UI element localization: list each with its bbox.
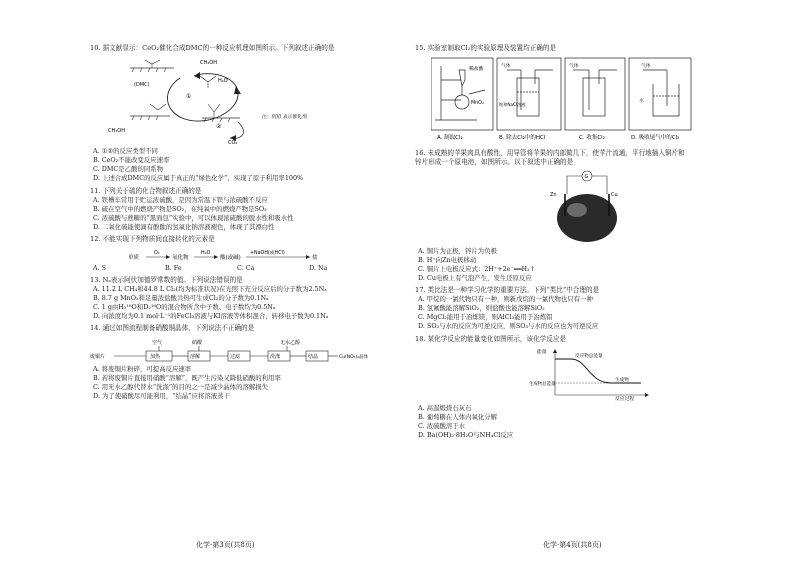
q10-label-h2o: H₂O xyxy=(218,78,228,84)
q10-label-co2: CO₂ xyxy=(228,140,238,144)
q16-stem-2: 锌片形成一个原电池，如图所示。以下叙述中正确的是 xyxy=(415,157,574,166)
q14-option-a: A. 将废铜片粉碎，可提高反应速率 xyxy=(93,365,192,373)
q13-option-a: A. 11.2 L CH₄和44.8 L Cl₂(均为标准状况)在光照下充分反应后的分子数为2.5Nₐ xyxy=(93,284,327,293)
q15-label-gas-d: 气体 xyxy=(641,64,651,69)
q10-label-step2: ② xyxy=(216,123,222,130)
q10-label-dmc: (DMC) xyxy=(134,82,150,88)
q13-option-c: C. 1 g由H₂¹⁸O和D₂¹⁶O的混合物所含中子数、电子数均为0.5Nₐ xyxy=(93,302,276,311)
q10-label-step1: ① xyxy=(186,93,192,100)
q15-label-mno2: MnO₂ xyxy=(471,101,484,106)
q12-conversion-chain xyxy=(90,247,379,261)
q18-option-c: C. 浓硫酸溶于水 xyxy=(418,421,466,430)
q17-option-c: C. MgCl₂能用于冶炼镁，则AlCl₃能用于冶炼铝 xyxy=(418,313,553,321)
q14-top-acid: 硝酸 xyxy=(192,340,203,346)
q10-label-ch3oh-a: CH₃OH xyxy=(200,60,217,66)
q12-reagent-h2o: H₂O xyxy=(201,251,211,256)
q18-option-d: D. Ba(OH)₂·8H₂O与NH₄Cl反应 xyxy=(418,430,514,439)
q16-apple-cell-figure xyxy=(415,170,778,244)
q18-product-label-2: 生成物 xyxy=(615,377,629,383)
q16-option-d: D. Cu电极上有气泡产生，发生还原反应 xyxy=(418,273,532,282)
q12-option-c: C. Ca xyxy=(237,264,255,272)
q18-stem: 18. 某化学反应的能量变化如图所示，该化学反应是 xyxy=(415,334,567,343)
q12-stem: 12. 不能实现下列物质间直接转化的元素是 xyxy=(90,235,215,243)
q10-label-ch3oh-b: CH₃OH xyxy=(108,128,125,134)
q16-option-a: A. 铜片为正极，锌片为负极 xyxy=(418,246,497,255)
q16-label-zn: Zn xyxy=(550,191,557,198)
q15-caption-a: A. 制取Cl₂ xyxy=(437,135,463,141)
q18-option-b: B. 葡萄糖在人体内氧化分解 xyxy=(418,412,498,421)
q18-product-label: 生成物总能量 xyxy=(529,381,556,387)
q12-option-d: D. Na xyxy=(309,264,328,272)
q18-xaxis-label: 反应过程 xyxy=(615,396,635,401)
q14-step-heat: 加热 xyxy=(150,354,161,360)
q16-label-cu: Cu xyxy=(611,191,618,198)
q14-top-air: 空气 xyxy=(152,340,163,346)
q16-label-galvanometer: G xyxy=(584,173,589,180)
q10-stem: 10. 据文献显示：CeO₂催化合成DMC的一种反应机理如图所示。下列叙述正确的是 xyxy=(90,44,335,52)
q15-apparatus-figure xyxy=(431,56,778,142)
q10-option-d: D. 上述合成DMC的反应属于真正的“绿色化学”，实现了原子利用率100% xyxy=(93,174,304,182)
q15-label-gas-b: 气体 xyxy=(501,64,511,69)
q15-caption-c: C. 收集Cl₂ xyxy=(579,135,605,141)
q11-option-a: A. 铁槽车常用于贮运浓硫酸，是因为常温下铁与浓硫酸不反应 xyxy=(93,195,268,204)
q10-option-b: B. CeO₂不能改变反应速率 xyxy=(93,156,170,164)
q12-node-oxide: 氧化物 xyxy=(172,255,189,261)
page-4 xyxy=(397,0,794,562)
q11-stem: 11. 下列关于硫的化合物叙述正确的是 xyxy=(90,186,202,195)
q14-top-ethanol: 无水乙醇 xyxy=(280,340,301,346)
q17-option-a: A. 甲烷的一氯代物只有一种，则新戊烷的一氯代物也只有一种 xyxy=(418,295,593,303)
q14-stem: 14. 通过如图流程制备硝酸铜晶体，下列说法不正确的是 xyxy=(90,324,255,332)
q12-node-acid: 酸(或碱) xyxy=(220,255,241,261)
q15-label-water: 水 xyxy=(639,99,644,104)
q10-mechanism-figure xyxy=(90,56,379,144)
q12-option-a: A. S xyxy=(93,264,107,272)
q14-option-d: D. 为了使硝酸尽可能利用，“结晶”应将溶液蒸干 xyxy=(93,392,230,400)
q18-yaxis-label: 能量 xyxy=(537,349,547,355)
q12-node-element: 单质 xyxy=(128,255,140,261)
q12-reagent-o2: O₂ xyxy=(154,251,160,256)
q10-option-c: C. DMC是乙酸的同系物 xyxy=(93,165,164,173)
q13-stem: 13. Nₐ表示阿伏加德罗常数的值。下列说法错误的是 xyxy=(90,275,243,284)
q11-option-c: C. 浓硫酸与蔗糖的“黑面包”实验中，可以体现浓硫酸的脱水性和吸水性 xyxy=(93,213,294,222)
q17-option-b: B. 氢氟酸能溶解SiO₂，则盐酸也能溶解SiO₂ xyxy=(418,304,545,312)
q14-option-c: C. 用无水乙醇代替水“洗涤”的目的之一是减少晶体的溶解损失 xyxy=(93,383,269,391)
q14-output: Cu(NO₃)₂晶体 xyxy=(339,355,369,360)
q12-options xyxy=(93,264,379,272)
q10-legend: 注：////// 表示催化剂 xyxy=(262,115,307,120)
q15-caption-b: B. 除去Cl₂中的HCl xyxy=(499,135,546,141)
q13-option-b: B. 8.7 g MnO₂和足量浓盐酸共热可生成Cl₂的分子数为0.1Nₐ xyxy=(93,293,269,302)
q18-option-a: A. 高温煅烧石灰石 xyxy=(418,403,472,412)
q17-option-d: D. SO₂与水的反应为可逆反应，则SO₃与水的反应也为可逆反应 xyxy=(418,322,599,330)
q14-step-wash: 洗涤 xyxy=(270,354,281,360)
q12-reagent-base: +NaOH(或HCl) xyxy=(250,251,285,256)
q16-option-b: B. H⁺向Zn电极移动 xyxy=(418,255,477,264)
q15-caption-d: D. 吸收尾气中的Cl₂ xyxy=(631,135,680,141)
q15-label-nacl: 饱和NaCl溶液 xyxy=(499,102,526,107)
page-3-footer: 化学·第3页(共8页) xyxy=(196,541,255,549)
q18-reactant-label: 反应物总能量 xyxy=(575,353,603,359)
q14-option-b: B. 若将废铜片直接用硝酸“溶解”，既产生污染又降低硝酸的利用率 xyxy=(93,374,281,382)
q16-option-c: C. 铜片上电极反应式：2H⁺+2e⁻══H₂↑ xyxy=(418,264,536,273)
q12-node-salt: 盐 xyxy=(312,255,318,261)
page-4-footer: 化学·第4页(共8页) xyxy=(543,541,602,549)
q14-step-dissolve: 溶解 xyxy=(190,354,201,360)
q17-stem: 17. 类比法是一种学习化学的重要方法。下列“类比”中合理的是 xyxy=(415,286,600,294)
q15-label-acid: 稀盐酸 xyxy=(469,67,484,72)
q14-step-filter: 过滤 xyxy=(230,354,241,360)
q14-step-crystallize: 结晶 xyxy=(308,354,319,360)
q11-option-d: D. 二氧化硫能使滴有酚酞的氢氧化钠溶液褪色，体现了其漂白性 xyxy=(93,222,275,231)
q16-stem: 16. 未成熟的苹果肉具有酸性，用导管将苹果的内部做几下，使苹汁流通，平行地插入铜片和 xyxy=(415,148,685,157)
q13-option-d: D. 向浓度均为0.1 mol·L⁻¹的FeCl₃溶液与KI溶液等体积混合，转移电子数为0.1Nₐ xyxy=(93,311,329,320)
q14-flowchart xyxy=(90,336,379,362)
q11-option-b: B. 硫在空气中的燃烧产物是SO₂，在纯氧中的燃烧产物是SO₃ xyxy=(93,204,267,213)
q15-stem: 15. 实验室制取Cl₂的实验原理及装置均正确的是 xyxy=(415,44,557,52)
q18-energy-diagram xyxy=(415,347,778,401)
q10-options xyxy=(90,147,379,183)
q14-input: 废铜片 xyxy=(90,354,106,360)
q10-option-a: A. ①②的反应类型不同 xyxy=(93,147,158,155)
q15-label-gas-c: 气体 xyxy=(569,64,579,69)
q12-option-b: B. Fe xyxy=(165,264,182,272)
